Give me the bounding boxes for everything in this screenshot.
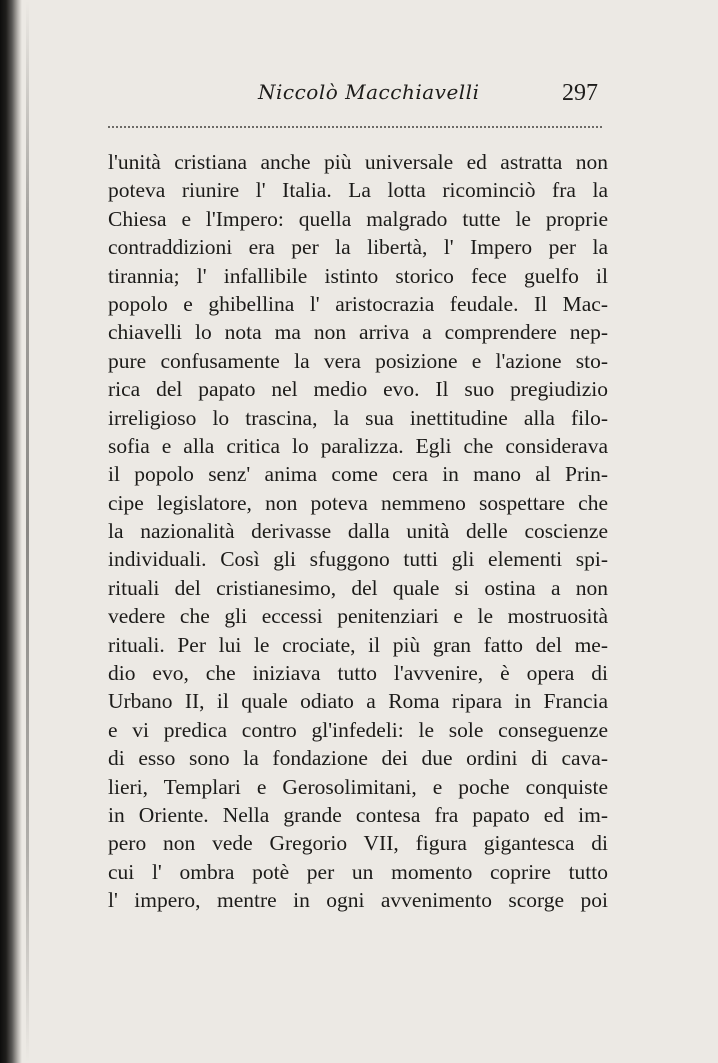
text-line: individuali. Così gli sfuggono tutti gli elementi spi- bbox=[108, 547, 608, 572]
text-line: l'unità cristiana anche più universale ed astratta non bbox=[108, 150, 608, 174]
text-line: l' impero, mentre in ogni avvenimento scorge poi bbox=[108, 888, 608, 913]
text-line: contraddizioni era per la libertà, l' Impero per la bbox=[108, 235, 608, 260]
text-line: e vi predica contro gl'infedeli: le sole conseguenze bbox=[108, 717, 608, 742]
text-line: rituali del cristianesimo, del quale si ostina a non bbox=[108, 575, 608, 600]
page-binding-shadow bbox=[0, 0, 22, 1063]
text-line: cui l' ombra potè per un momento coprire tutto bbox=[108, 859, 608, 884]
body-text bbox=[108, 148, 608, 915]
text-line: il popolo senz' anima come cera in mano al Prin- bbox=[108, 462, 608, 487]
page-gutter-line bbox=[26, 0, 29, 1063]
text-line: popolo e ghibellina l' aristocrazia feudale. Il Mac- bbox=[108, 291, 608, 316]
text-line: rituali. Per lui le crociate, il più gran fatto del me- bbox=[108, 632, 608, 657]
text-line: pure confusamente la vera posizione e l'azione sto- bbox=[108, 348, 608, 373]
text-line: sofia e alla critica lo paralizza. Egli che considerava bbox=[108, 433, 608, 458]
text-line: cipe legislatore, non poteva nemmeno sospettare che bbox=[108, 490, 608, 515]
text-line: di esso sono la fondazione dei due ordini di cava- bbox=[108, 746, 608, 771]
text-line: tirannia; l' infallibile istinto storico fece guelfo il bbox=[108, 263, 608, 288]
text-line: Chiesa e l'Impero: quella malgrado tutte le proprie bbox=[108, 206, 608, 231]
text-line: lieri, Templari e Gerosolimitani, e poche conquiste bbox=[108, 774, 608, 799]
text-line: in Oriente. Nella grande contesa fra papato ed im- bbox=[108, 802, 608, 827]
text-line: chiavelli lo nota ma non arriva a comprendere nep- bbox=[108, 320, 608, 345]
text-line: dio evo, che iniziava tutto l'avvenire, è opera di bbox=[108, 661, 608, 686]
text-line: poteva riunire l' Italia. La lotta ricominciò fra la bbox=[108, 178, 608, 203]
header-rule bbox=[108, 126, 602, 128]
page-header bbox=[108, 72, 602, 112]
page-number: 297 bbox=[562, 80, 598, 106]
text-line: rica del papato nel medio evo. Il suo pregiudizio bbox=[108, 377, 608, 402]
text-line: irreligioso lo trascina, la sua inettitudine alla filo- bbox=[108, 405, 608, 430]
text-line: Urbano II, il quale odiato a Roma ripara in Francia bbox=[108, 689, 608, 714]
text-line: pero non vede Gregorio VII, figura gigantesca di bbox=[108, 831, 608, 856]
text-line: la nazionalità derivasse dalla unità delle coscienze bbox=[108, 519, 608, 544]
text-line: vedere che gli eccessi penitenziari e le mostruosità bbox=[108, 604, 608, 629]
running-title: Niccolò Macchiavelli bbox=[258, 80, 480, 104]
